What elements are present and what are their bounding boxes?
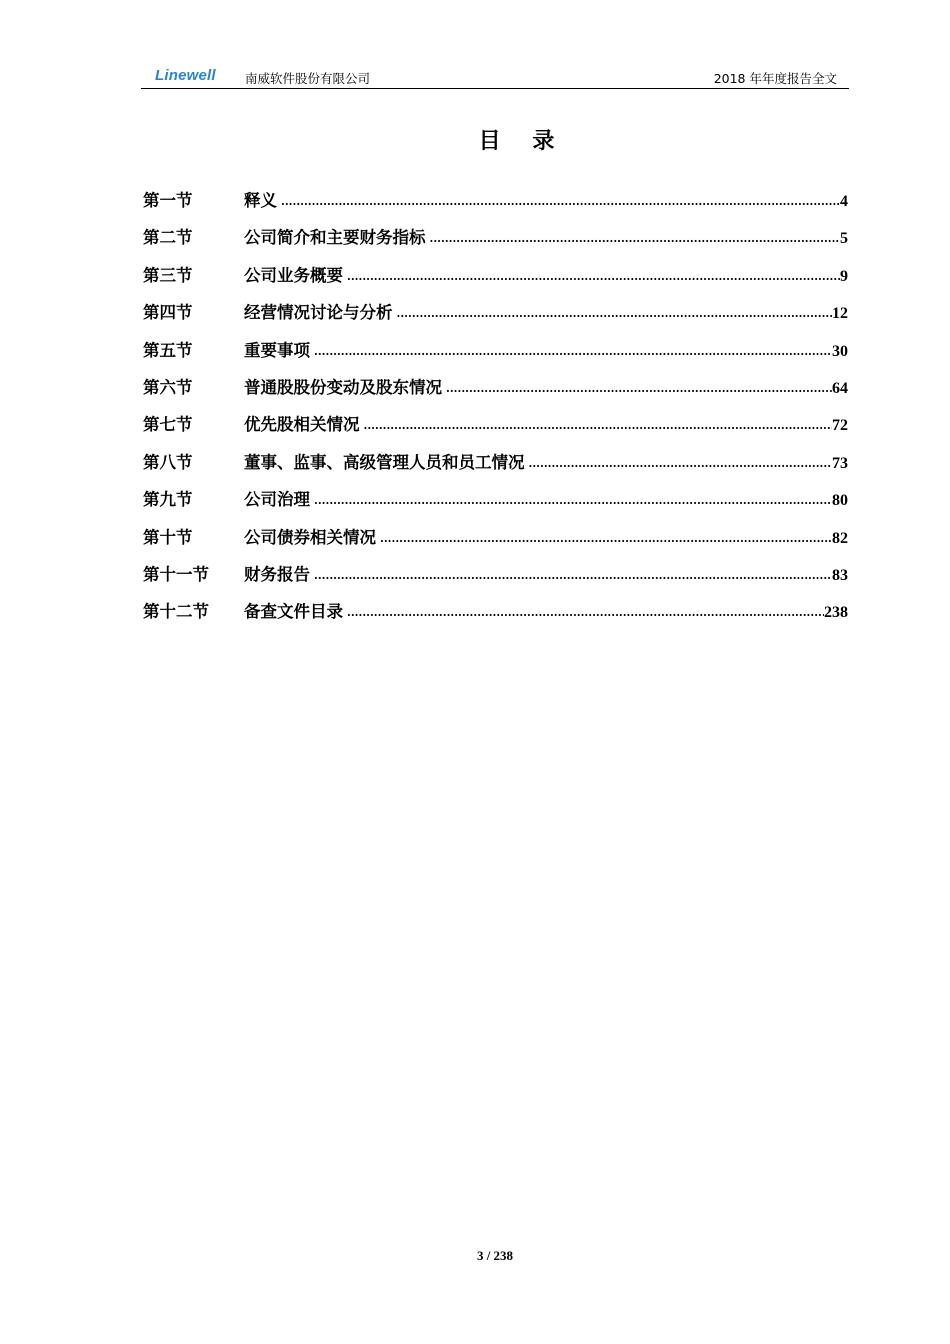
- toc-page-number: 9: [840, 267, 848, 285]
- toc-label: 备查文件目录: [244, 602, 343, 622]
- table-of-contents: [143, 187, 848, 636]
- toc-page-number: 4: [840, 193, 848, 210]
- toc-dot-leader: [347, 270, 840, 283]
- toc-dot-leader: [446, 382, 832, 395]
- toc-label: 优先股相关情况: [244, 415, 360, 435]
- toc-label: 经营情况讨论与分析: [244, 303, 393, 323]
- toc-dot-leader: [430, 232, 841, 245]
- toc-label: 公司简介和主要财务指标: [244, 228, 426, 248]
- toc-section: 第十二节: [143, 602, 209, 622]
- toc-entry-8[interactable]: [143, 449, 848, 486]
- toc-section: 第四节: [143, 303, 193, 323]
- toc-dot-leader: [397, 307, 833, 320]
- toc-entry-10[interactable]: [143, 524, 848, 561]
- company-name: 南威软件股份有限公司: [245, 71, 371, 86]
- toc-label: 公司业务概要: [244, 265, 343, 285]
- toc-page-number: 12: [832, 305, 848, 323]
- toc-label: 公司债券相关情况: [244, 527, 376, 547]
- toc-entry-5[interactable]: [143, 337, 848, 374]
- toc-entry-12[interactable]: [143, 598, 848, 635]
- toc-label: 公司治理: [244, 490, 310, 510]
- toc-section: 第一节: [143, 191, 193, 210]
- toc-entry-6[interactable]: [143, 374, 848, 411]
- toc-page-number: 5: [840, 230, 848, 248]
- toc-entry-4[interactable]: [143, 299, 848, 336]
- company-logo: Linewell: [155, 67, 216, 84]
- toc-dot-leader: [314, 494, 832, 507]
- toc-entry-9[interactable]: [143, 486, 848, 523]
- toc-page-number: 73: [832, 454, 848, 472]
- toc-label: 普通股股份变动及股东情况: [244, 377, 442, 397]
- toc-section: 第六节: [143, 377, 193, 397]
- toc-section: 第十一节: [143, 564, 209, 584]
- toc-label: 重要事项: [244, 340, 310, 360]
- toc-dot-leader: [281, 195, 840, 208]
- toc-entry-11[interactable]: [143, 561, 848, 598]
- toc-entry-3[interactable]: [143, 262, 848, 299]
- toc-section: 第八节: [143, 452, 193, 472]
- toc-section: 第九节: [143, 490, 193, 510]
- toc-entry-1[interactable]: [143, 187, 848, 224]
- toc-label: 释义: [244, 191, 277, 210]
- toc-entry-2[interactable]: [143, 224, 848, 261]
- toc-page-number: 30: [832, 342, 848, 360]
- report-title: 2018 年年度报告全文: [713, 71, 837, 86]
- toc-title: 目 录: [478, 129, 567, 154]
- toc-label: 董事、监事、高级管理人员和员工情况: [244, 452, 525, 472]
- toc-page-number: 80: [832, 492, 848, 510]
- toc-section: 第二节: [143, 228, 193, 248]
- toc-page-number: 83: [832, 566, 848, 584]
- toc-section: 第七节: [143, 415, 193, 435]
- toc-section: 第三节: [143, 265, 193, 285]
- toc-section: 第五节: [143, 340, 193, 360]
- toc-entry-7[interactable]: [143, 411, 848, 448]
- toc-dot-leader: [314, 569, 832, 582]
- toc-dot-leader: [380, 532, 832, 545]
- toc-dot-leader: [364, 419, 833, 432]
- toc-page-number: 238: [824, 604, 848, 622]
- toc-dot-leader: [347, 606, 824, 619]
- page-header: [141, 66, 849, 89]
- toc-section: 第十节: [143, 527, 193, 547]
- toc-dot-leader: [529, 457, 833, 470]
- toc-page-number: 72: [832, 417, 848, 435]
- toc-page-number: 82: [832, 529, 848, 547]
- toc-label: 财务报告: [244, 564, 310, 584]
- toc-page-number: 64: [832, 379, 848, 397]
- toc-dot-leader: [314, 345, 832, 358]
- page-number: 3 / 238: [476, 1248, 514, 1263]
